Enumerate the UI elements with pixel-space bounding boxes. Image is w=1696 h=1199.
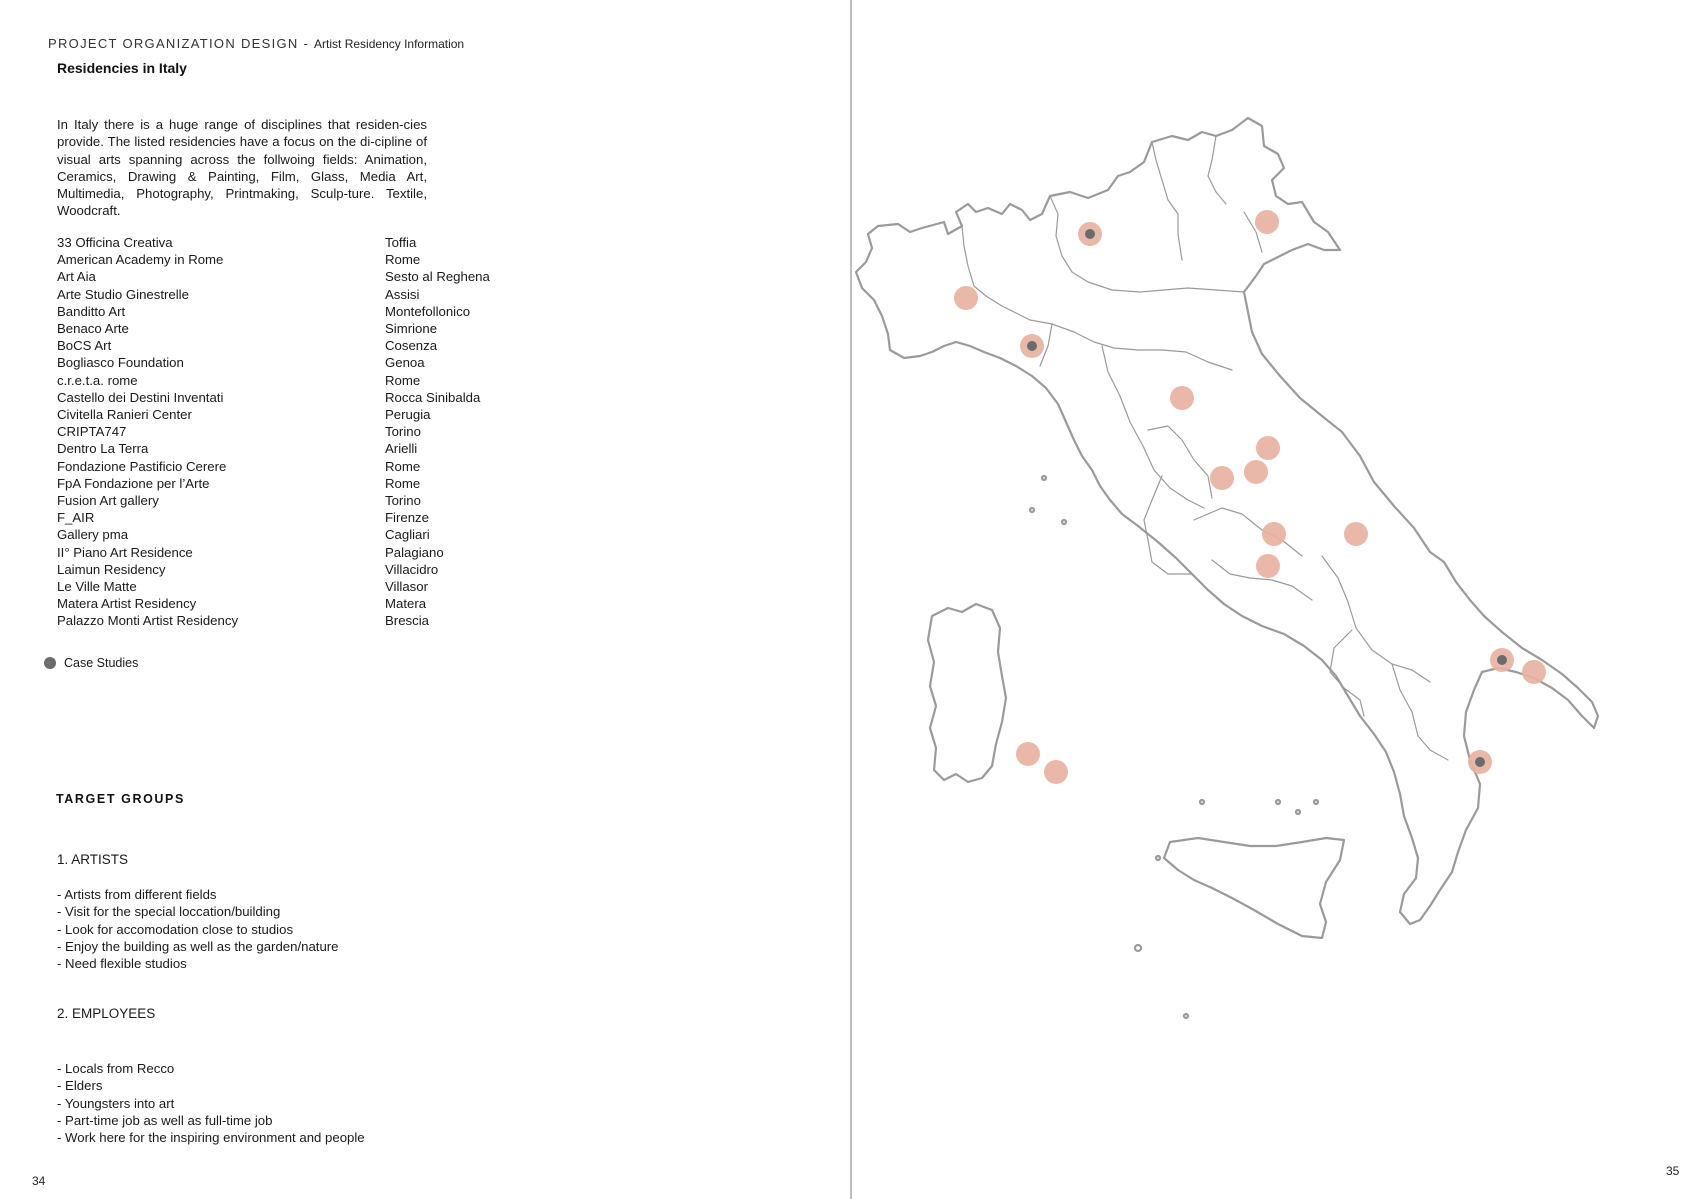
residency-location: Torino <box>385 493 421 509</box>
residency-row <box>57 372 545 389</box>
residency-row <box>57 286 545 303</box>
residency-row <box>57 440 545 457</box>
residency-name: II° Piano Art Residence <box>57 544 193 560</box>
residency-location: Torino <box>385 424 421 440</box>
page-number-right: 35 <box>1666 1164 1680 1178</box>
island-shape <box>1276 800 1280 804</box>
list-item: - Visit for the special loccation/building <box>57 904 281 920</box>
residency-row <box>57 578 545 595</box>
residency-location: Villacidro <box>385 561 439 577</box>
residency-location: Palagiano <box>385 544 444 560</box>
island-shape <box>1200 800 1204 804</box>
target-groups-heading: TARGET GROUPS <box>56 792 185 806</box>
residency-location: Cosenza <box>385 338 438 354</box>
residency-location: Rome <box>385 458 421 474</box>
residency-row <box>57 423 545 440</box>
residency-marker <box>1256 554 1280 578</box>
residency-row <box>57 251 545 268</box>
residency-row <box>57 458 545 475</box>
residency-name: 33 Officina Creativa <box>57 235 173 250</box>
residency-name: Palazzo Monti Artist Residency <box>57 613 239 629</box>
residency-name: F_AIR <box>57 510 95 526</box>
list-item: - Work here for the inspiring environment and people <box>57 1130 365 1146</box>
residency-location: Brescia <box>385 613 429 629</box>
header-section: PROJECT ORGANIZATION DESIGN <box>48 36 299 51</box>
residency-list <box>57 234 545 630</box>
residency-location: Montefollonico <box>385 303 471 319</box>
residency-location: Perugia <box>385 407 431 423</box>
residency-name: Bogliasco Foundation <box>57 355 184 371</box>
residency-name: Fondazione Pastificio Cerere <box>57 458 227 474</box>
residency-name: Fusion Art gallery <box>57 493 159 509</box>
residency-marker <box>1170 386 1194 410</box>
residency-marker <box>1210 466 1234 490</box>
residency-name: Laimun Residency <box>57 561 166 577</box>
island-shape <box>1062 520 1066 524</box>
island-shape <box>1156 856 1160 860</box>
residency-name: Matera Artist Residency <box>57 596 197 612</box>
list-item: - Enjoy the building as well as the garden/nature <box>57 938 339 954</box>
list-item: - Part-time job as well as full-time job <box>57 1112 273 1128</box>
list-item: - Look for accomodation close to studios <box>57 921 294 937</box>
residency-row <box>57 406 545 423</box>
mainland-outline <box>856 118 1598 924</box>
residency-location: Firenze <box>385 510 429 526</box>
residency-row <box>57 320 545 337</box>
residency-row <box>57 303 545 320</box>
residency-name: Castello dei Destini Inventati <box>57 389 224 405</box>
residency-location: Sesto al Reghena <box>385 269 490 285</box>
residency-row <box>57 595 545 612</box>
island-shape <box>1135 945 1141 951</box>
residency-name: Gallery pma <box>57 527 129 543</box>
residency-location: Toffia <box>385 235 417 250</box>
residency-row <box>57 526 545 543</box>
residency-marker <box>1262 522 1286 546</box>
residency-marker <box>954 286 978 310</box>
island-shape <box>1030 508 1034 512</box>
island-shape <box>1042 476 1046 480</box>
italy-outline <box>856 118 1598 1018</box>
list-item: - Locals from Recco <box>57 1061 175 1076</box>
residency-marker <box>1344 522 1368 546</box>
residency-name: Benaco Arte <box>57 321 129 337</box>
header-separator: - <box>298 36 315 51</box>
case-study-dot-icon <box>44 657 56 669</box>
case-study-marker <box>1475 757 1485 767</box>
region-borders <box>962 136 1448 760</box>
residency-row <box>57 268 545 285</box>
page-header <box>48 36 464 51</box>
residency-row <box>57 354 545 371</box>
residency-markers <box>954 210 1546 784</box>
residency-name: Art Aia <box>57 269 96 285</box>
residency-location: Rome <box>385 252 421 268</box>
residency-location: Cagliari <box>385 527 430 543</box>
island-shape <box>1296 810 1300 814</box>
residency-row <box>57 544 545 561</box>
island-shape <box>1314 800 1318 804</box>
residency-row <box>57 509 545 526</box>
residency-location: Rome <box>385 475 421 491</box>
residency-location: Arielli <box>385 441 418 457</box>
residency-name: FpA Fondazione per l’Arte <box>57 475 210 491</box>
page-number-left: 34 <box>32 1174 46 1188</box>
island-shape <box>1184 1014 1188 1018</box>
residency-location: Simrione <box>385 321 438 337</box>
residency-row <box>57 612 545 629</box>
case-study-marker <box>1085 229 1095 239</box>
residency-location: Rome <box>385 372 421 388</box>
residency-name: c.r.e.t.a. rome <box>57 372 138 388</box>
residency-marker <box>1016 742 1040 766</box>
right-page <box>852 0 1696 1199</box>
sardinia-outline <box>928 604 1006 782</box>
case-study-marker <box>1497 655 1507 665</box>
residency-name: Banditto Art <box>57 303 126 319</box>
artists-list <box>57 886 339 972</box>
residency-marker <box>1256 436 1280 460</box>
residency-location: Genoa <box>385 355 425 371</box>
residency-marker <box>1255 210 1279 234</box>
residency-row <box>57 337 545 354</box>
residency-marker <box>1044 760 1068 784</box>
residency-location: Rocca Sinibalda <box>385 389 481 405</box>
residency-name: American Academy in Rome <box>57 252 224 268</box>
residency-location: Matera <box>385 596 427 612</box>
residency-name: Arte Studio Ginestrelle <box>57 286 189 302</box>
residency-name: BoCS Art <box>57 338 112 354</box>
sicily-outline <box>1164 838 1344 938</box>
case-study-marker <box>1027 341 1037 351</box>
residency-row <box>57 389 545 406</box>
legend-label: Case Studies <box>64 656 139 670</box>
residency-name: Dentro La Terra <box>57 441 149 457</box>
list-item: - Youngsters into art <box>57 1095 175 1111</box>
list-item: - Artists from different fields <box>57 887 217 902</box>
italy-map <box>852 0 1696 1199</box>
residency-marker <box>1244 460 1268 484</box>
list-item: - Need flexible studios <box>57 956 187 972</box>
residency-name: Le Ville Matte <box>57 579 137 595</box>
residency-name: CRIPTA747 <box>57 424 127 440</box>
residency-marker <box>1522 660 1546 684</box>
residency-location: Assisi <box>385 286 420 302</box>
list-item: - Elders <box>57 1078 103 1094</box>
legend <box>44 656 138 670</box>
residency-location: Villasor <box>385 579 429 595</box>
residency-row <box>57 234 545 251</box>
header-subsection: Artist Residency Information <box>314 37 465 51</box>
group-title-employees: 2. EMPLOYEES <box>57 1006 156 1021</box>
group-title-artists: 1. ARTISTS <box>57 852 129 867</box>
page-title: Residencies in Italy <box>57 60 187 76</box>
employees-list <box>57 1060 365 1146</box>
residency-row <box>57 475 545 492</box>
residency-name: Civitella Ranieri Center <box>57 407 192 423</box>
residency-row <box>57 561 545 578</box>
residency-row <box>57 492 545 509</box>
intro-paragraph: In Italy there is a huge range of disciplines that residen-cies provide. The listed residencies have a focus on the di-cipline of visual arts spanning across the follwoing fields: Animation, Ceramics, Drawing & Painting, Film, Glass, Media Art, Multimedia, Photography, Printmaking, Sculp-ture. Textile, Woodcraft. <box>57 117 427 219</box>
